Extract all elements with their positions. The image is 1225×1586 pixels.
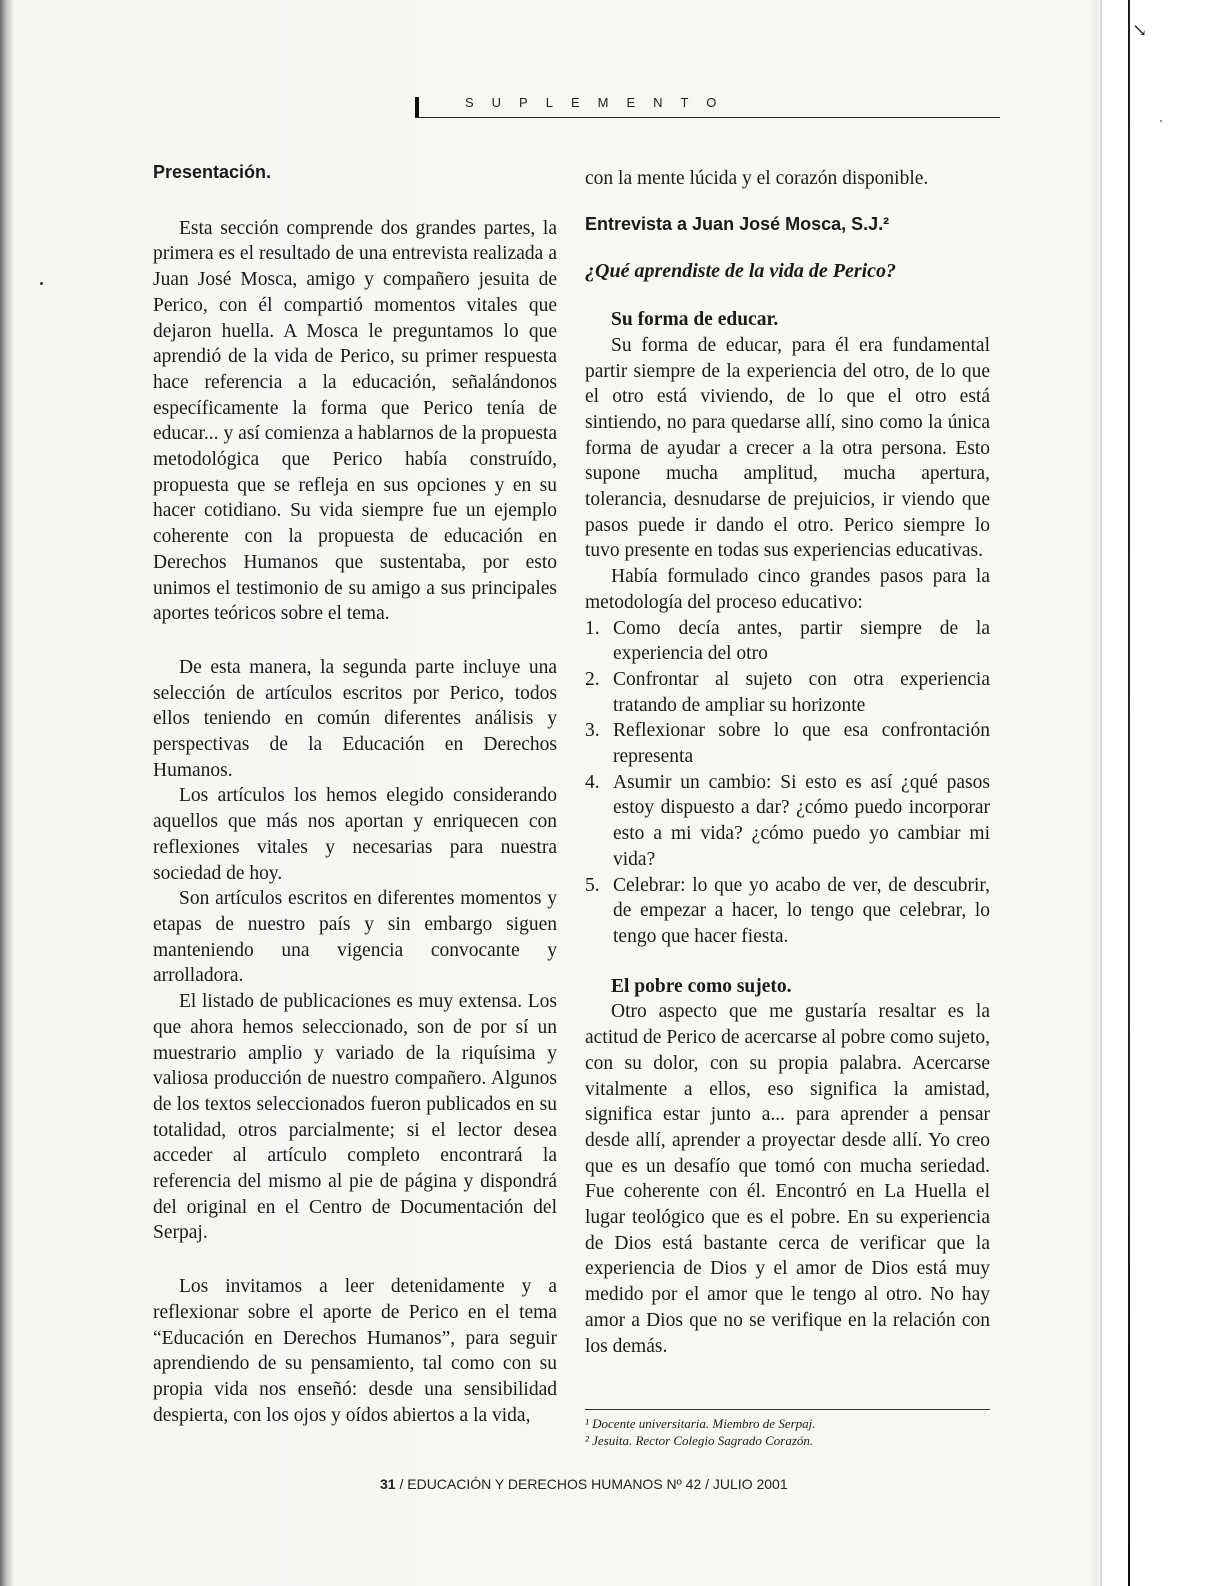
- page-footer: [380, 1476, 788, 1492]
- footnote: ² Jesuita. Rector Colegio Sagrado Corazón.: [585, 1433, 814, 1448]
- list-number: 1.: [585, 617, 600, 639]
- section-header: [415, 95, 1000, 121]
- spacer: [585, 237, 990, 259]
- list-number: 2.: [585, 668, 600, 690]
- paragraph: Su forma de educar, para él era fundamental partir siempre de la experiencia del otro, de lo que el otro está viviendo, de lo que el otro está sintiendo, no para quedarse allí, sino como la única forma de ayudar a crecer a la otra persona. Esto supone mucha amplitud, mucha apertura, tolerancia, desnudarse de prejuicios, ir viendo que pasos puede ir dando el otro. Perico siempre lo tuvo presente en todas sus experiencias educativas.: [585, 334, 990, 562]
- list-number: 5.: [585, 874, 600, 896]
- list-text: Asumir un cambio: Si esto es así ¿qué pasos estoy dispuesto a dar? ¿cómo puedo incorporar esto a mi vida? ¿cómo puedo yo cambiar mi vida?: [613, 771, 990, 870]
- scan-edge-strip: [1100, 0, 1225, 1586]
- steps-list: [585, 616, 990, 950]
- subheading: El pobre como sujeto.: [611, 975, 792, 997]
- presentation-heading: Presentación.: [153, 162, 272, 182]
- interview-heading: Entrevista a Juan José Mosca, S.J.²: [585, 213, 890, 234]
- footer-publication: / EDUCACIÓN Y DERECHOS HUMANOS Nº 42 / JULIO 2001: [395, 1476, 788, 1492]
- subheading: Su forma de educar.: [611, 309, 779, 331]
- paragraph: Esta sección comprende dos grandes partes, la primera es el resultado de una entrevista realizada a Juan José Mosca, amigo y compañero jesuita de Perico, con él compartió momentos vitales que dejaron huella. A Mosca le preguntamos lo que aprendió de la vida de Perico, su primer respuesta hace referencia a la educación, señalándonos específicamente la forma que Perico tenía de educar... y así comienza a hablarnos de la propuesta metodológica que Perico había construído, propuesta que se refleja en sus opciones y en su hacer cotidiano. Su vida siempre fue un ejemplo coherente con la propuesta de educación en Derechos Humanos que sustentaba, por esto unimos el testimonio de su amigo a sus principales aportes teóricos sobre el tema.: [153, 217, 557, 625]
- interview-question: ¿Qué aprendiste de la vida de Perico?: [585, 260, 897, 283]
- spacer: [585, 950, 990, 974]
- list-item: [585, 873, 990, 950]
- paragraph: El listado de publicaciones es muy extensa. Los que ahora hemos seleccionado, son de por sí un muestrario amplio y variado de la riquísima y valiosa producción de nuestro compañero. Algunos de los textos seleccionados fueron publicados en su totalidad, otros parcialmente; si el lector desea acceder al artículo completo encontrará la referencia del mismo al pie de página y dispondrá del original en el Centro de Documentación del Serpaj.: [153, 991, 557, 1244]
- list-text: Como decía antes, partir siempre de la experiencia del otro: [613, 617, 990, 665]
- spacer: [153, 186, 557, 216]
- right-column: [585, 166, 990, 1359]
- scan-speck: [1160, 120, 1162, 122]
- header-bar: [415, 97, 419, 117]
- header-title: SUPLEMENTO: [465, 95, 735, 110]
- list-text: Celebrar: lo que yo acabo de ver, de descubrir, de empezar a hacer, lo tengo que celebrar, lo tengo que hacer fiesta.: [613, 874, 990, 947]
- left-column: [153, 160, 557, 1428]
- spacer: [153, 627, 557, 655]
- spacer: [585, 192, 990, 212]
- list-number: 4.: [585, 771, 600, 793]
- paragraph: Los invitamos a leer detenidamente y a reflexionar sobre el aporte de Perico en el tema “Educación en Derechos Humanos”, para seguir aprendiendo de su pensamiento, tal como con su propia vida nos enseñó: desde una sensibilidad despierta, con los ojos y oídos abiertos a la vida,: [153, 1276, 557, 1426]
- spacer: [585, 285, 990, 307]
- continuation-line: con la mente lúcida y el corazón disponible.: [585, 168, 929, 189]
- list-item: [585, 718, 990, 769]
- list-item: [585, 770, 990, 873]
- header-rule: [415, 117, 1000, 118]
- scan-mark: ↘: [1132, 20, 1148, 40]
- scan-speck: [40, 282, 43, 285]
- list-text: Confrontar al sujeto con otra experiencia tratando de ampliar su horizonte: [613, 668, 990, 716]
- footnote: ¹ Docente universitaria. Miembro de Serpaj.: [585, 1416, 816, 1431]
- paragraph: Los artículos los hemos elegido considerando aquellos que más nos aportan y enriquecen con reflexiones vitales y necesarias para nuestra sociedad de hoy.: [153, 785, 557, 884]
- spacer: [153, 1246, 557, 1274]
- footnotes: [585, 1409, 990, 1449]
- list-text: Reflexionar sobre lo que esa confrontación representa: [613, 720, 990, 768]
- paragraph: Otro aspecto que me gustaría resaltar es la actitud de Perico de acercarse al pobre como sujeto, con su dolor, con su propia palabra. Acercarse vitalmente a ellos, eso significa la amistad, significa estar junto a... para aprender a pensar desde allí, aprender a proyectar desde allí. Yo creo que es un desafío que tomó con mucha seriedad. Fue coherente con él. Encontró en La Huella el lugar teológico que es el pobre. En su experiencia de Dios está bastante cerca de verificar que la experiencia de Dios y el amor de Dios está muy medido por el amor que le tengo al otro. No hay amor a Dios que no se verifique en la relación con los demás.: [585, 1001, 990, 1357]
- list-number: 3.: [585, 720, 600, 742]
- page-number: 31: [380, 1476, 396, 1492]
- list-item: [585, 667, 990, 718]
- paragraph: Había formulado cinco grandes pasos para la metodología del proceso educativo:: [585, 566, 990, 613]
- paragraph: Son artículos escritos en diferentes momentos y etapas de nuestro país y sin embargo siguen manteniendo una vigencia convocante y arrolladora.: [153, 888, 557, 987]
- list-item: [585, 616, 990, 667]
- scan-edge-line: [1128, 0, 1130, 1586]
- paragraph: De esta manera, la segunda parte incluye una selección de artículos escritos por Perico, todos ellos teniendo en común diferentes análisis y perspectivas de la Educación en Derechos Humanos.: [153, 656, 557, 781]
